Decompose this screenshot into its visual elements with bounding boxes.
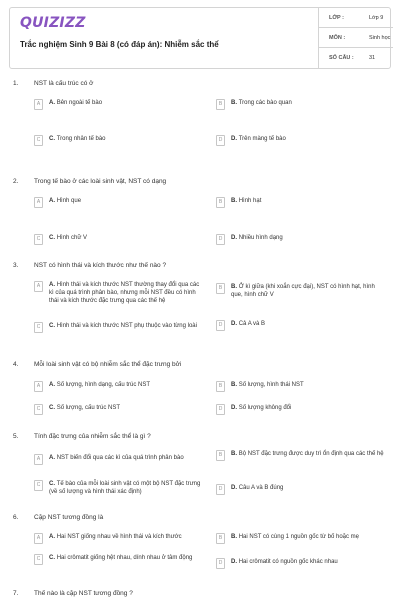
option-checkbox[interactable]: D (216, 135, 225, 146)
option-letter: A (49, 534, 54, 540)
option-text: Số lượng, hình dạng, cấu trúc NST (56, 382, 151, 388)
option-checkbox[interactable]: A (34, 533, 43, 544)
worksheet-title: Trắc nghiệm Sinh 9 Bài 8 (có đáp án): Nhiễm sắc thể (20, 40, 219, 49)
option-text: Trong các bào quan (238, 100, 292, 106)
info-label: SỐ CÂU : (329, 55, 354, 61)
quizizz-logo: QUIZIZZ (20, 15, 86, 31)
info-row-question-count (319, 48, 393, 68)
option-checkbox[interactable]: B (216, 99, 225, 110)
option-checkbox[interactable]: A (34, 281, 43, 292)
option-letter: D (231, 321, 236, 327)
option-checkbox[interactable]: B (216, 450, 225, 461)
option-text: Câu A và B đúng (238, 485, 284, 491)
option-letter: D (231, 559, 236, 565)
option-checkbox[interactable]: C (34, 480, 43, 491)
question-text: Trong tế bào ở các loài sinh vật, NST có dạng (34, 178, 167, 185)
info-value: 31 (369, 55, 376, 61)
option-letter: A (49, 382, 54, 388)
option-letter: A (49, 198, 54, 204)
option-text: NST biến đổi qua các kì của quá trình phân bào (56, 455, 184, 461)
option-checkbox[interactable]: C (34, 322, 43, 333)
option-letter: A (49, 282, 54, 288)
question-number: 5. (13, 433, 19, 440)
option-checkbox[interactable]: B (216, 197, 225, 208)
option-checkbox[interactable]: D (216, 234, 225, 245)
question-text: NST có hình thái và kích thước như thế nào ? (34, 262, 167, 269)
question-number: 7. (13, 590, 19, 597)
question-text: Tính đặc trưng của nhiễm sắc thể là gì ? (34, 433, 151, 440)
option-text: Hình chữ V (56, 235, 88, 241)
option-text: Ở kì giữa (khi xoắn cực đại), NST có hình hạt, hình que, hình chữ V (231, 284, 375, 298)
info-value: Lớp 9 (369, 15, 384, 21)
question-text: Thế nào là cặp NST tương đồng ? (34, 590, 133, 597)
option-letter: A (49, 455, 54, 461)
option-text: Hình thái và kích thước NST phụ thuộc vào từng loài (56, 323, 197, 329)
option-text: Nhiều hình dạng (238, 235, 283, 241)
option-letter: C (49, 555, 54, 561)
question-text: NST là cấu trúc có ở (34, 80, 94, 87)
option-text: Hai crômatit giống hệt nhau, dính nhau ở tâm động (56, 555, 193, 561)
option-letter: D (231, 235, 236, 241)
option-letter: C (49, 136, 54, 142)
option-text: Hai crômatit có nguồn gốc khác nhau (238, 559, 338, 565)
option-text: Bộ NST đặc trưng được duy trì ổn định qua các thế hệ (238, 451, 384, 457)
option-letter: D (231, 136, 236, 142)
option-text: Số lượng không đổi (238, 405, 292, 411)
info-row-grade (319, 8, 393, 28)
option-text: Tế bào của mỗi loài sinh vật có một bộ NST đặc trưng (về số lượng và hình thái xác định) (49, 481, 201, 495)
option-checkbox[interactable]: D (216, 558, 225, 569)
option-text: Bên ngoài tế bào (56, 100, 103, 106)
option-checkbox[interactable]: C (34, 554, 43, 565)
info-label: LỚP : (329, 15, 344, 21)
option-text: Hình hạt (238, 198, 262, 204)
option-letter: D (231, 485, 236, 491)
option-checkbox[interactable]: C (34, 135, 43, 146)
option-checkbox[interactable]: C (34, 404, 43, 415)
option-checkbox[interactable]: D (216, 484, 225, 495)
question-number: 6. (13, 514, 19, 521)
option-checkbox[interactable]: C (34, 234, 43, 245)
option-text: Số lượng, cấu trúc NST (56, 405, 120, 411)
info-row-subject (319, 28, 393, 48)
option-checkbox[interactable]: A (34, 454, 43, 465)
option-checkbox[interactable]: B (216, 283, 225, 294)
question-number: 1. (13, 80, 19, 87)
worksheet-header (9, 7, 391, 69)
question-text: Mỗi loài sinh vật có bộ nhiễm sắc thể đặc trưng bởi (34, 361, 182, 368)
option-text: Số lượng, hình thái NST (238, 382, 304, 388)
option-text: Trên màng tế bào (238, 136, 286, 142)
option-letter: B (231, 451, 236, 457)
option-checkbox[interactable]: D (216, 404, 225, 415)
option-checkbox[interactable]: A (34, 99, 43, 110)
question-number: 2. (13, 178, 19, 185)
option-text: Hình que (56, 198, 82, 204)
question-text: Cặp NST tương đồng là (34, 514, 104, 521)
option-checkbox[interactable]: D (216, 320, 225, 331)
option-letter: B (231, 284, 236, 290)
option-checkbox[interactable]: B (216, 533, 225, 544)
option-letter: A (49, 100, 54, 106)
option-checkbox[interactable]: A (34, 381, 43, 392)
option-letter: C (49, 481, 54, 487)
option-checkbox[interactable]: A (34, 197, 43, 208)
option-letter: C (49, 235, 54, 241)
option-text: Trong nhân tế bào (56, 136, 106, 142)
option-letter: B (231, 382, 236, 388)
info-label: MÔN : (329, 35, 346, 41)
option-letter: C (49, 405, 54, 411)
info-panel (318, 8, 392, 68)
option-text: Cả A và B (238, 321, 266, 327)
option-text: Hai NST giống nhau về hình thái và kích thước (56, 534, 182, 540)
option-letter: D (231, 405, 236, 411)
info-value: Sinh học (369, 35, 391, 41)
option-letter: B (231, 198, 236, 204)
option-text: Hai NST có cùng 1 nguồn gốc từ bố hoặc mẹ (238, 534, 359, 540)
option-letter: B (231, 534, 236, 540)
question-number: 4. (13, 361, 19, 368)
question-number: 3. (13, 262, 19, 269)
option-checkbox[interactable]: B (216, 381, 225, 392)
option-letter: C (49, 323, 54, 329)
option-letter: B (231, 100, 236, 106)
option-text: Hình thái và kích thước NST thường thay đổi qua các kì của quá trình phân bào, nhưng mỗi NST đều có hình thái và kích thước đặc trưng qua các thế hệ (49, 282, 200, 304)
